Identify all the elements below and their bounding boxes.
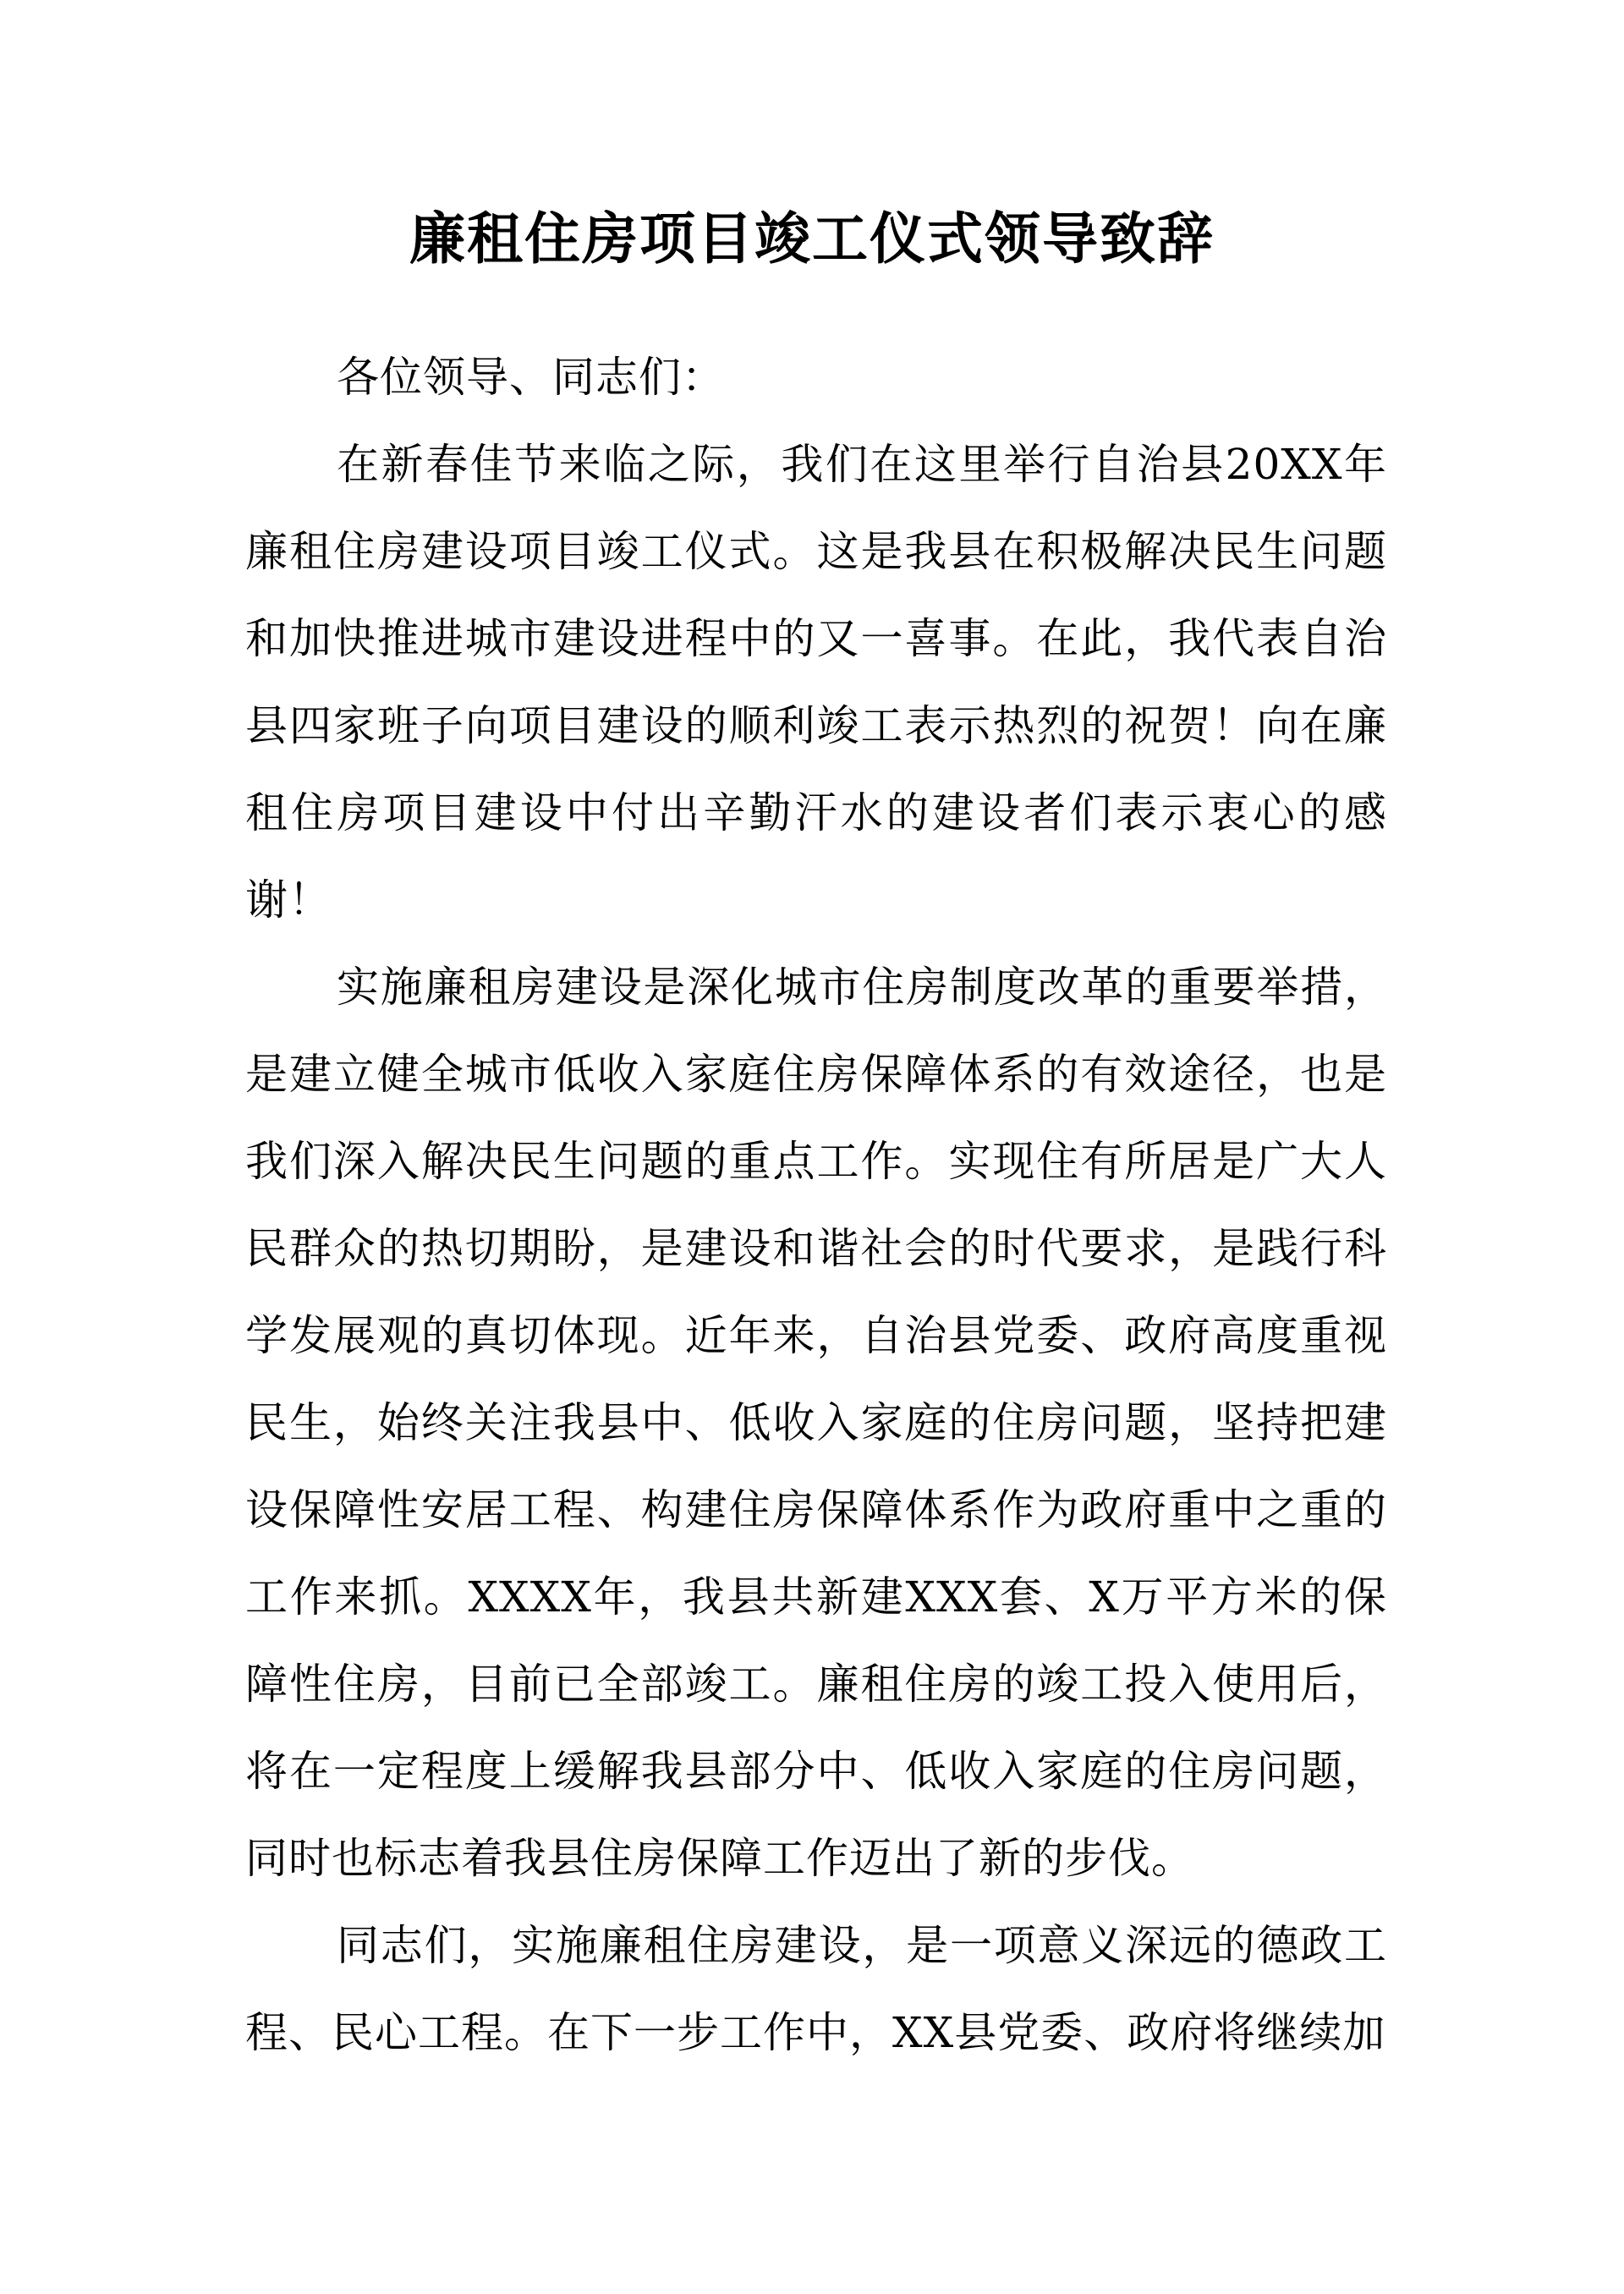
paragraph-1: 在新春佳节来临之际，我们在这里举行自治县20XX年廉租住房建设项目竣工仪式。这是我县在积极解决民生问题和加快推进城市建设进程中的又一喜事。在此，我代表自治县四家班子向项目建设的顺利竣工表示热烈的祝贺！向在廉租住房项目建设中付出辛勤汗水的建设者们表示衷心的感谢！	[245, 440, 1387, 925]
document-body	[245, 334, 1387, 2077]
paragraph-3: 同志们，实施廉租住房建设，是一项意义深远的德政工程、民心工程。在下一步工作中，XX县党委、政府将继续加	[245, 1921, 1387, 2057]
paragraph-2: 实施廉租房建设是深化城市住房制度改革的重要举措，是建立健全城市低收入家庭住房保障体系的有效途径，也是我们深入解决民生问题的重点工作。实现住有所居是广大人民群众的热切期盼，是建设和谐社会的时代要求，是践行科学发展观的真切体现。近年来，自治县党委、政府高度重视民生，始终关注我县中、低收入家庭的住房问题，坚持把建设保障性安居工程、构建住房保障体系作为政府重中之重的工作来抓。XXXX年，我县共新建XXX套、X万平方米的保障性住房，目前已全部竣工。廉租住房的竣工投入使用后，将在一定程度上缓解我县部分中、低收入家庭的住房问题，同时也标志着我县住房保障工作迈出了新的步伐。	[245, 963, 1387, 1883]
salutation: 各位领导、同志们：	[337, 353, 725, 402]
document-title: 廉租住房项目竣工仪式领导致辞	[409, 206, 1215, 272]
